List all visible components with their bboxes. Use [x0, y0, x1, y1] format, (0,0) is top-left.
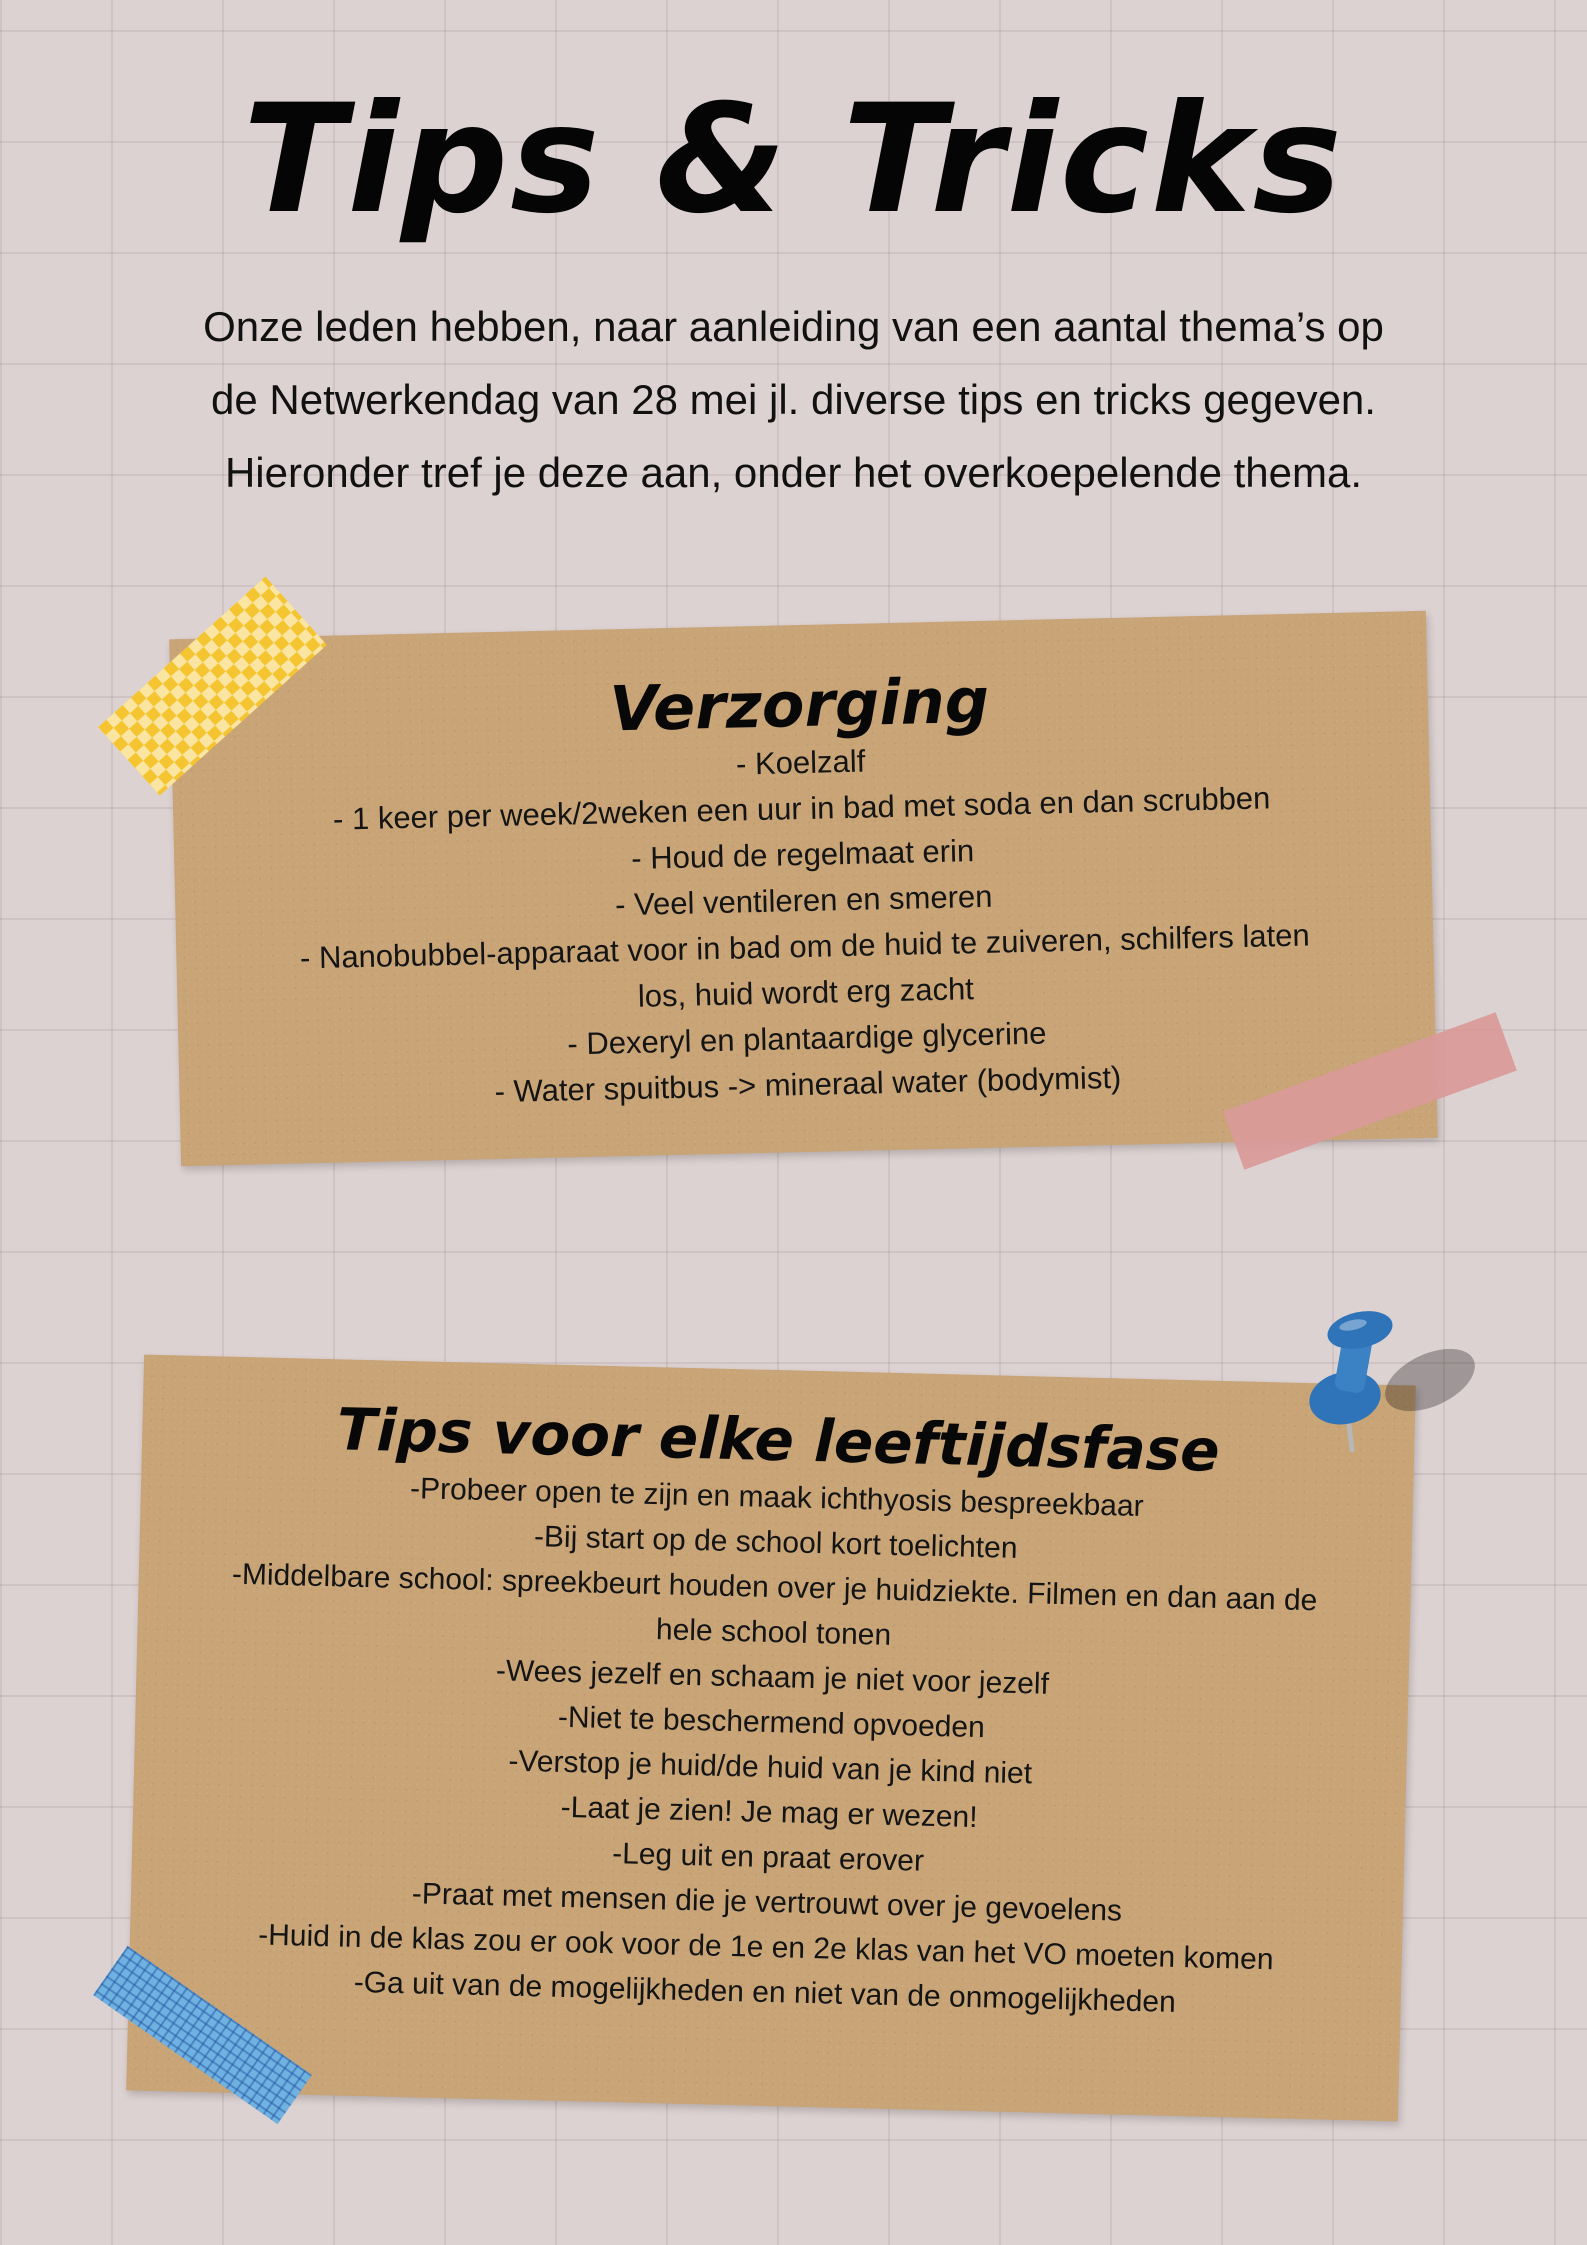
- intro-line: de Netwerkendag van 28 mei jl. diverse tips en tricks gegeven.: [211, 376, 1376, 423]
- list-item: - Koelzalf: [735, 743, 866, 782]
- list-item: - Nanobubbel-apparaat voor in bad om de huid te zuiveren, schilfers laten los, huid wordt erg zacht: [299, 917, 1311, 1014]
- list-item: -Wees jezelf en schaam je niet voor jezelf: [495, 1654, 1050, 1701]
- leeftijdsfase-card: [126, 1355, 1416, 2122]
- list-item: - 1 keer per week/2weken een uur in bad met soda en dan scrubben: [332, 780, 1271, 837]
- list-item: -Laat je zien! Je mag er wezen!: [560, 1790, 978, 1835]
- list-item: - Houd de regelmaat erin: [630, 833, 975, 876]
- list-item: -Niet te beschermend opvoeden: [557, 1700, 986, 1745]
- list-item: -Middelbare school: spreekbeurt houden over je huidziekte. Filmen en dan aan de hele school tonen: [231, 1557, 1318, 1652]
- list-item: -Ga uit van de mogelijkheden en niet van de onmogelijkheden: [353, 1965, 1177, 2019]
- intro-text: [150, 290, 1437, 509]
- intro-line: Onze leden hebben, naar aanleiding van een aantal thema’s op: [203, 303, 1384, 350]
- verzorging-card: [169, 611, 1438, 1166]
- card-heading: Verzorging: [608, 663, 990, 746]
- intro-line: Hieronder tref je deze aan, onder het overkoepelende thema.: [224, 449, 1363, 496]
- list-item: -Leg uit en praat erover: [611, 1837, 925, 1878]
- list-item: - Veel ventileren en smeren: [614, 878, 993, 923]
- push-pin-icon: [1295, 1280, 1495, 1480]
- page-title: Tips & Tricks: [243, 73, 1344, 247]
- list-item: -Verstop je huid/de huid van je kind niet: [508, 1744, 1033, 1791]
- tips-list: [208, 1461, 1333, 2028]
- list-item: - Water spuitbus -> mineraal water (bodymist): [494, 1059, 1122, 1110]
- list-item: -Bij start op de school kort toelichten: [533, 1520, 1018, 1565]
- list-item: -Praat met mensen die je vertrouwt over je gevoelens: [411, 1877, 1123, 1928]
- tips-list: [292, 729, 1317, 1120]
- list-item: -Huid in de klas zou er ook voor de 1e en 2e klas van het VO moeten komen: [257, 1918, 1274, 1977]
- card-heading: Tips voor elke leeftijdsfase: [336, 1395, 1221, 1485]
- list-item: - Dexeryl en plantaardige glycerine: [567, 1015, 1047, 1062]
- list-item: -Probeer open te zijn en maak ichthyosis bespreekbaar: [409, 1472, 1145, 1524]
